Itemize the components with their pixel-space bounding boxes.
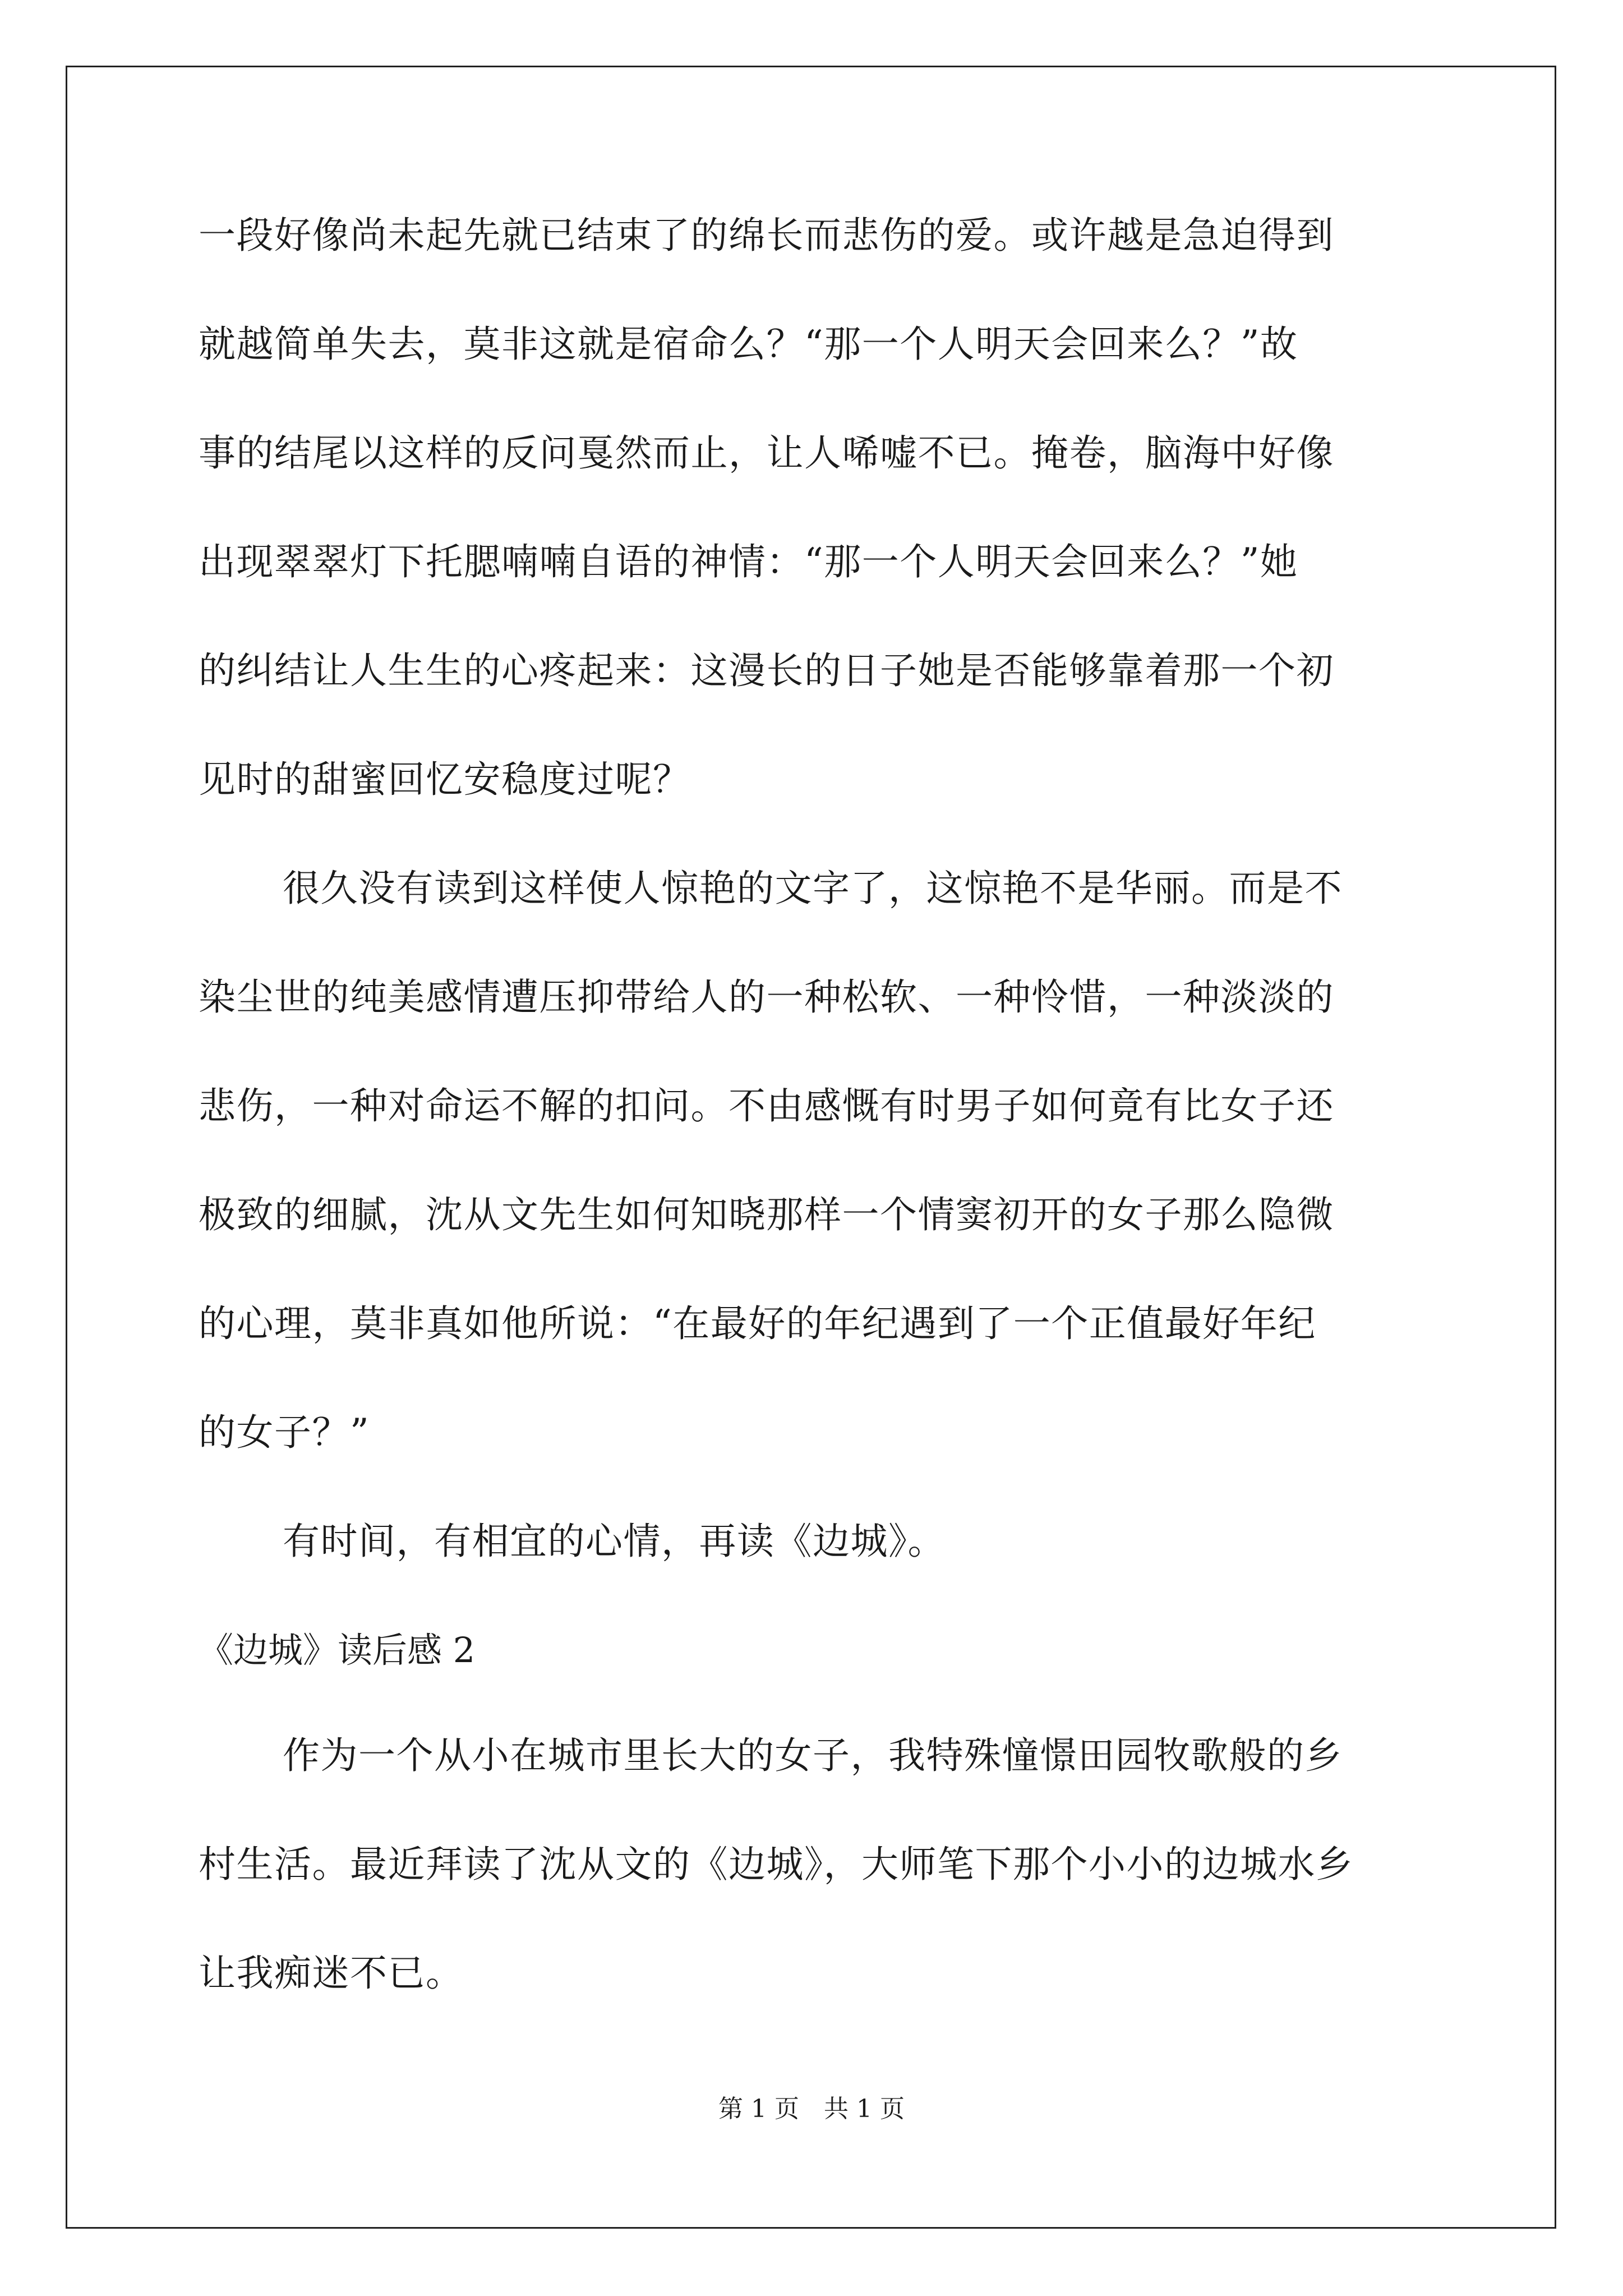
paragraph-first-line: 很久没有读到这样使人惊艳的文字了，这惊艳不是华丽。而是不 [283,867,1343,910]
section-heading: 《边城》读后感 2 [199,1630,476,1671]
text-line: 的纠结让人生生的心疼起来：这漫长的日子她是否能够靠着那一个初 [199,649,1334,692]
text-line: 染尘世的纯美感情遭压抑带给人的一种松软、一种怜惜，一种淡淡的 [199,976,1334,1019]
text-line: 悲伤，一种对命运不解的扣问。不由感慨有时男子如何竟有比女子还 [199,1084,1334,1128]
text-line: 事的结尾以这样的反问戛然而止，让人唏嘘不已。掩卷，脑海中好像 [199,431,1334,475]
text-line: 极致的细腻，沈从文先生如何知晓那样一个情窦初开的女子那么隐微 [199,1193,1334,1236]
text-line: 的心理，莫非真如他所说：“在最好的年纪遇到了一个正值最好年纪 [199,1302,1316,1345]
text-line: 让我痴迷不已。 [199,1952,464,1995]
paragraph-first-line: 有时间，有相宜的心情，再读《边城》。 [283,1520,946,1563]
document-body [199,208,1424,2054]
page-footer: 第 1 页 共 1 页 [718,2095,905,2123]
text-line: 的女子？” [199,1411,370,1454]
text-line: 就越简单失去，莫非这就是宿命么？“那一个人明天会回来么？”故 [199,323,1298,366]
text-line: 出现翠翠灯下托腮喃喃自语的神情：“那一个人明天会回来么？”她 [199,540,1298,583]
paragraph-first-line: 作为一个从小在城市里长大的女子，我特殊憧憬田园牧歌般的乡 [283,1734,1343,1777]
text-line: 见时的甜蜜回忆安稳度过呢？ [199,758,691,801]
text-line: 一段好像尚未起先就已结束了的绵长而悲伤的爱。或许越是急迫得到 [199,214,1334,257]
text-line: 村生活。最近拜读了沈从文的《边城》，大师笔下那个小小的边城水乡 [199,1843,1354,1886]
